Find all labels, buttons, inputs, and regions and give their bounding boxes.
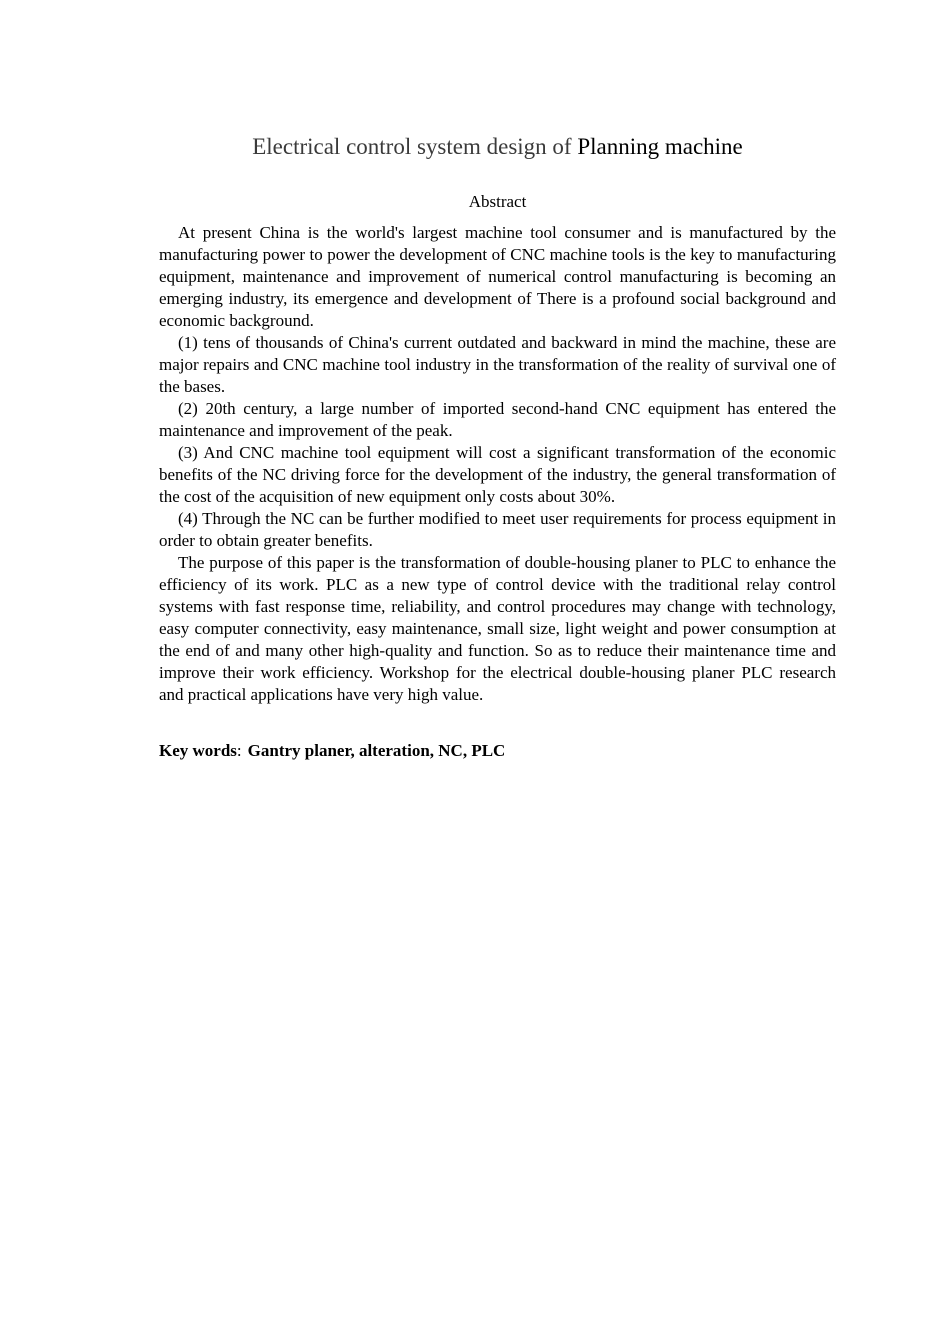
abstract-paragraph: (1) tens of thousands of China's current outdated and backward in mind the machine, these are major repairs and CNC machine tool industry in the transformation of the reality of survival one of the bases. [159,333,836,396]
title-part-1: Electrical control system design of [252,134,578,159]
abstract-heading: Abstract [468,192,527,211]
keywords-value: Gantry planer, alteration, NC, PLC [247,741,506,760]
abstract-body [159,222,836,706]
abstract-paragraph: At present China is the world's largest machine tool consumer and is manufactured by the manufacturing power to power the development of CNC machine tools is the key to manufacturing equipment, maintenance and improvement of numerical control manufacturing is becoming an emerging industry, its emergence and development of There is a profound social background and economic background. [159,223,836,330]
abstract-paragraph: (2) 20th century, a large number of imported second-hand CNC equipment has entered the maintenance and improvement of the peak. [159,399,836,440]
abstract-paragraph: The purpose of this paper is the transformation of double-housing planer to PLC to enhance the efficiency of its work. PLC as a new type of control device with the traditional relay control systems with fast response time, reliability, and control procedures may change with technology, easy computer connectivity, easy maintenance, small size, light weight and power consumption at the end of and many other high-quality and function. So as to reduce their maintenance time and improve their work efficiency. Workshop for the electrical double-housing planer PLC research and practical applications have very high value. [159,553,836,704]
keywords-separator: : [236,741,242,760]
document-page [159,130,836,762]
keywords-label: Key words [159,741,237,760]
title-part-2: Planning machine [577,134,743,159]
document-title [159,130,836,164]
keywords-line [159,740,836,762]
abstract-paragraph: (4) Through the NC can be further modified to meet user requirements for process equipment in order to obtain greater benefits. [159,509,836,550]
abstract-paragraph: (3) And CNC machine tool equipment will cost a significant transformation of the economic benefits of the NC driving force for the development of the industry, the general transformation of the cost of the acquisition of new equipment only costs about 30%. [159,443,836,506]
